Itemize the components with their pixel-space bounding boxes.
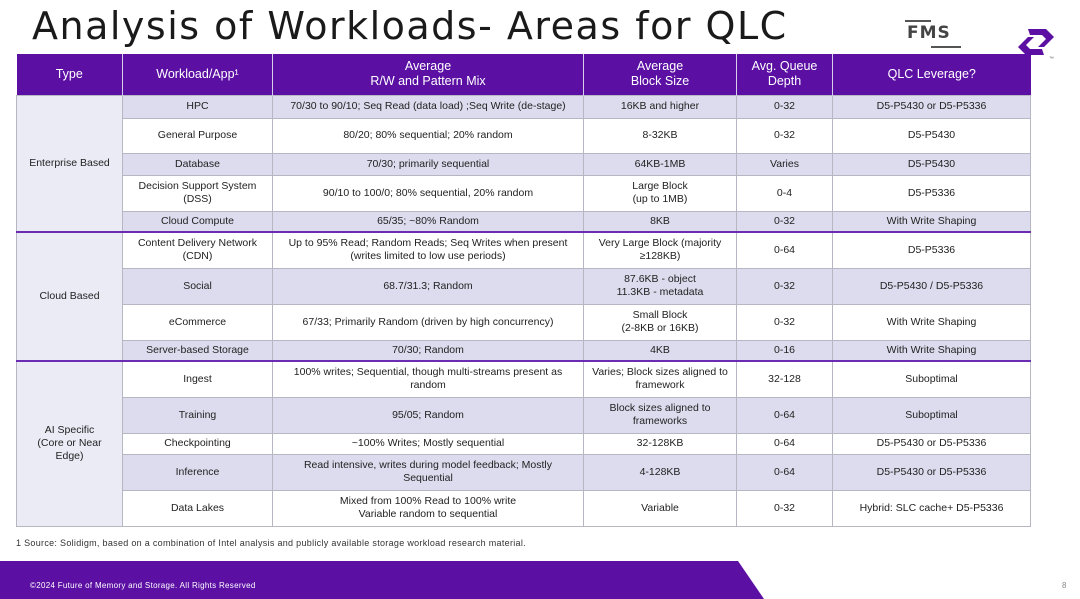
workload-cell: Content Delivery Network (CDN)	[123, 232, 273, 268]
source-footnote: 1 Source: Solidigm, based on a combination of Intel analysis and publicly available storage workload research material.	[16, 538, 526, 548]
queue-cell: 0-32	[737, 268, 833, 304]
queue-cell: 0-64	[737, 397, 833, 433]
table-row	[17, 454, 1031, 490]
queue-cell: 0-32	[737, 211, 833, 232]
qlc-cell: With Write Shaping	[833, 340, 1031, 361]
workload-cell: Ingest	[123, 361, 273, 397]
qlc-cell: D5-P5430	[833, 153, 1031, 175]
block-cell: 87.6KB - object 11.3KB - metadata	[584, 268, 737, 304]
table-row	[17, 153, 1031, 175]
table-row	[17, 433, 1031, 454]
workload-table	[16, 54, 1031, 527]
qlc-cell: With Write Shaping	[833, 304, 1031, 340]
block-cell: 8-32KB	[584, 118, 737, 153]
table-row	[17, 490, 1031, 526]
workload-cell: Cloud Compute	[123, 211, 273, 232]
qlc-cell: D5-P5430 / D5-P5336	[833, 268, 1031, 304]
qlc-cell: D5-P5430 or D5-P5336	[833, 433, 1031, 454]
fms-logo-line	[931, 46, 961, 48]
qlc-cell: D5-P5430	[833, 118, 1031, 153]
table-row	[17, 340, 1031, 361]
group-ai: AI Specific (Core or Near Edge)	[17, 361, 123, 526]
workload-cell: Data Lakes	[123, 490, 273, 526]
block-cell: 32-128KB	[584, 433, 737, 454]
rw-cell: Mixed from 100% Read to 100% write Variable random to sequential	[273, 490, 584, 526]
fms-logo-line	[905, 20, 931, 22]
block-cell: Block sizes aligned to frameworks	[584, 397, 737, 433]
rw-cell: 100% writes; Sequential, though multi-streams present as random	[273, 361, 584, 397]
block-cell: Varies; Block sizes aligned to framework	[584, 361, 737, 397]
queue-cell: 0-16	[737, 340, 833, 361]
header-qlc-leverage: QLC Leverage?	[833, 54, 1031, 95]
rw-cell: 70/30; primarily sequential	[273, 153, 584, 175]
table-row	[17, 95, 1031, 118]
workload-cell: HPC	[123, 95, 273, 118]
workload-cell: Inference	[123, 454, 273, 490]
qlc-cell: Suboptimal	[833, 397, 1031, 433]
rw-cell: 65/35; ~80% Random	[273, 211, 584, 232]
qlc-cell: Suboptimal	[833, 361, 1031, 397]
workload-cell: General Purpose	[123, 118, 273, 153]
queue-cell: 32-128	[737, 361, 833, 397]
table-header-row	[17, 54, 1031, 95]
queue-cell: 0-32	[737, 95, 833, 118]
block-cell: 64KB-1MB	[584, 153, 737, 175]
workload-cell: eCommerce	[123, 304, 273, 340]
block-cell: Very Large Block (majority ≥128KB)	[584, 232, 737, 268]
header-queue-depth: Avg. Queue Depth	[737, 54, 833, 95]
qlc-cell: D5-P5336	[833, 175, 1031, 211]
queue-cell: 0-64	[737, 454, 833, 490]
trademark-mark: ™	[1049, 56, 1054, 62]
rw-cell: 80/20; 80% sequential; 20% random	[273, 118, 584, 153]
table-row	[17, 361, 1031, 397]
queue-cell: 0-32	[737, 118, 833, 153]
header-block-size: Average Block Size	[584, 54, 737, 95]
header-type: Type	[17, 54, 123, 95]
rw-cell: Up to 95% Read; Random Reads; Seq Writes when present (writes limited to low use periods)	[273, 232, 584, 268]
queue-cell: 0-64	[737, 433, 833, 454]
queue-cell: 0-32	[737, 490, 833, 526]
group-cloud: Cloud Based	[17, 232, 123, 361]
rw-cell: 67/33; Primarily Random (driven by high concurrency)	[273, 304, 584, 340]
rw-cell: 70/30; Random	[273, 340, 584, 361]
workload-cell: Server-based Storage	[123, 340, 273, 361]
workload-cell: Checkpointing	[123, 433, 273, 454]
qlc-cell: Hybrid: SLC cache+ D5-P5336	[833, 490, 1031, 526]
table-row	[17, 118, 1031, 153]
block-cell: Large Block (up to 1MB)	[584, 175, 737, 211]
table-row	[17, 268, 1031, 304]
rw-cell: 95/05; Random	[273, 397, 584, 433]
qlc-cell: D5-P5336	[833, 232, 1031, 268]
table-row	[17, 397, 1031, 433]
block-cell: 4KB	[584, 340, 737, 361]
queue-cell: 0-32	[737, 304, 833, 340]
queue-cell: 0-64	[737, 232, 833, 268]
queue-cell: 0-4	[737, 175, 833, 211]
copyright-text: ©2024 Future of Memory and Storage. All Rights Reserved	[30, 581, 256, 590]
qlc-cell: D5-P5430 or D5-P5336	[833, 95, 1031, 118]
footer-band	[0, 561, 1080, 599]
rw-cell: Read intensive, writes during model feedback; Mostly Sequential	[273, 454, 584, 490]
qlc-cell: With Write Shaping	[833, 211, 1031, 232]
workload-cell: Training	[123, 397, 273, 433]
workload-cell: Database	[123, 153, 273, 175]
rw-cell: 90/10 to 100/0; 80% sequential, 20% random	[273, 175, 584, 211]
page-title: Analysis of Workloads- Areas for QLC	[32, 4, 788, 48]
block-cell: Small Block (2-8KB or 16KB)	[584, 304, 737, 340]
block-cell: 16KB and higher	[584, 95, 737, 118]
rw-cell: ~100% Writes; Mostly sequential	[273, 433, 584, 454]
table-row	[17, 175, 1031, 211]
block-cell: 4-128KB	[584, 454, 737, 490]
block-cell: Variable	[584, 490, 737, 526]
table-row	[17, 232, 1031, 268]
fms-logo	[905, 20, 963, 50]
queue-cell: Varies	[737, 153, 833, 175]
header-rw-mix: Average R/W and Pattern Mix	[273, 54, 584, 95]
block-cell: 8KB	[584, 211, 737, 232]
workload-cell: Social	[123, 268, 273, 304]
header-workload: Workload/App¹	[123, 54, 273, 95]
rw-cell: 68.7/31.3; Random	[273, 268, 584, 304]
table-row	[17, 304, 1031, 340]
rw-cell: 70/30 to 90/10; Seq Read (data load) ;Seq Write (de-stage)	[273, 95, 584, 118]
group-enterprise: Enterprise Based	[17, 95, 123, 232]
fms-logo-text: FMS	[907, 23, 951, 43]
qlc-cell: D5-P5430 or D5-P5336	[833, 454, 1031, 490]
table-row	[17, 211, 1031, 232]
workload-cell: Decision Support System (DSS)	[123, 175, 273, 211]
page-number: 8	[1062, 581, 1067, 590]
